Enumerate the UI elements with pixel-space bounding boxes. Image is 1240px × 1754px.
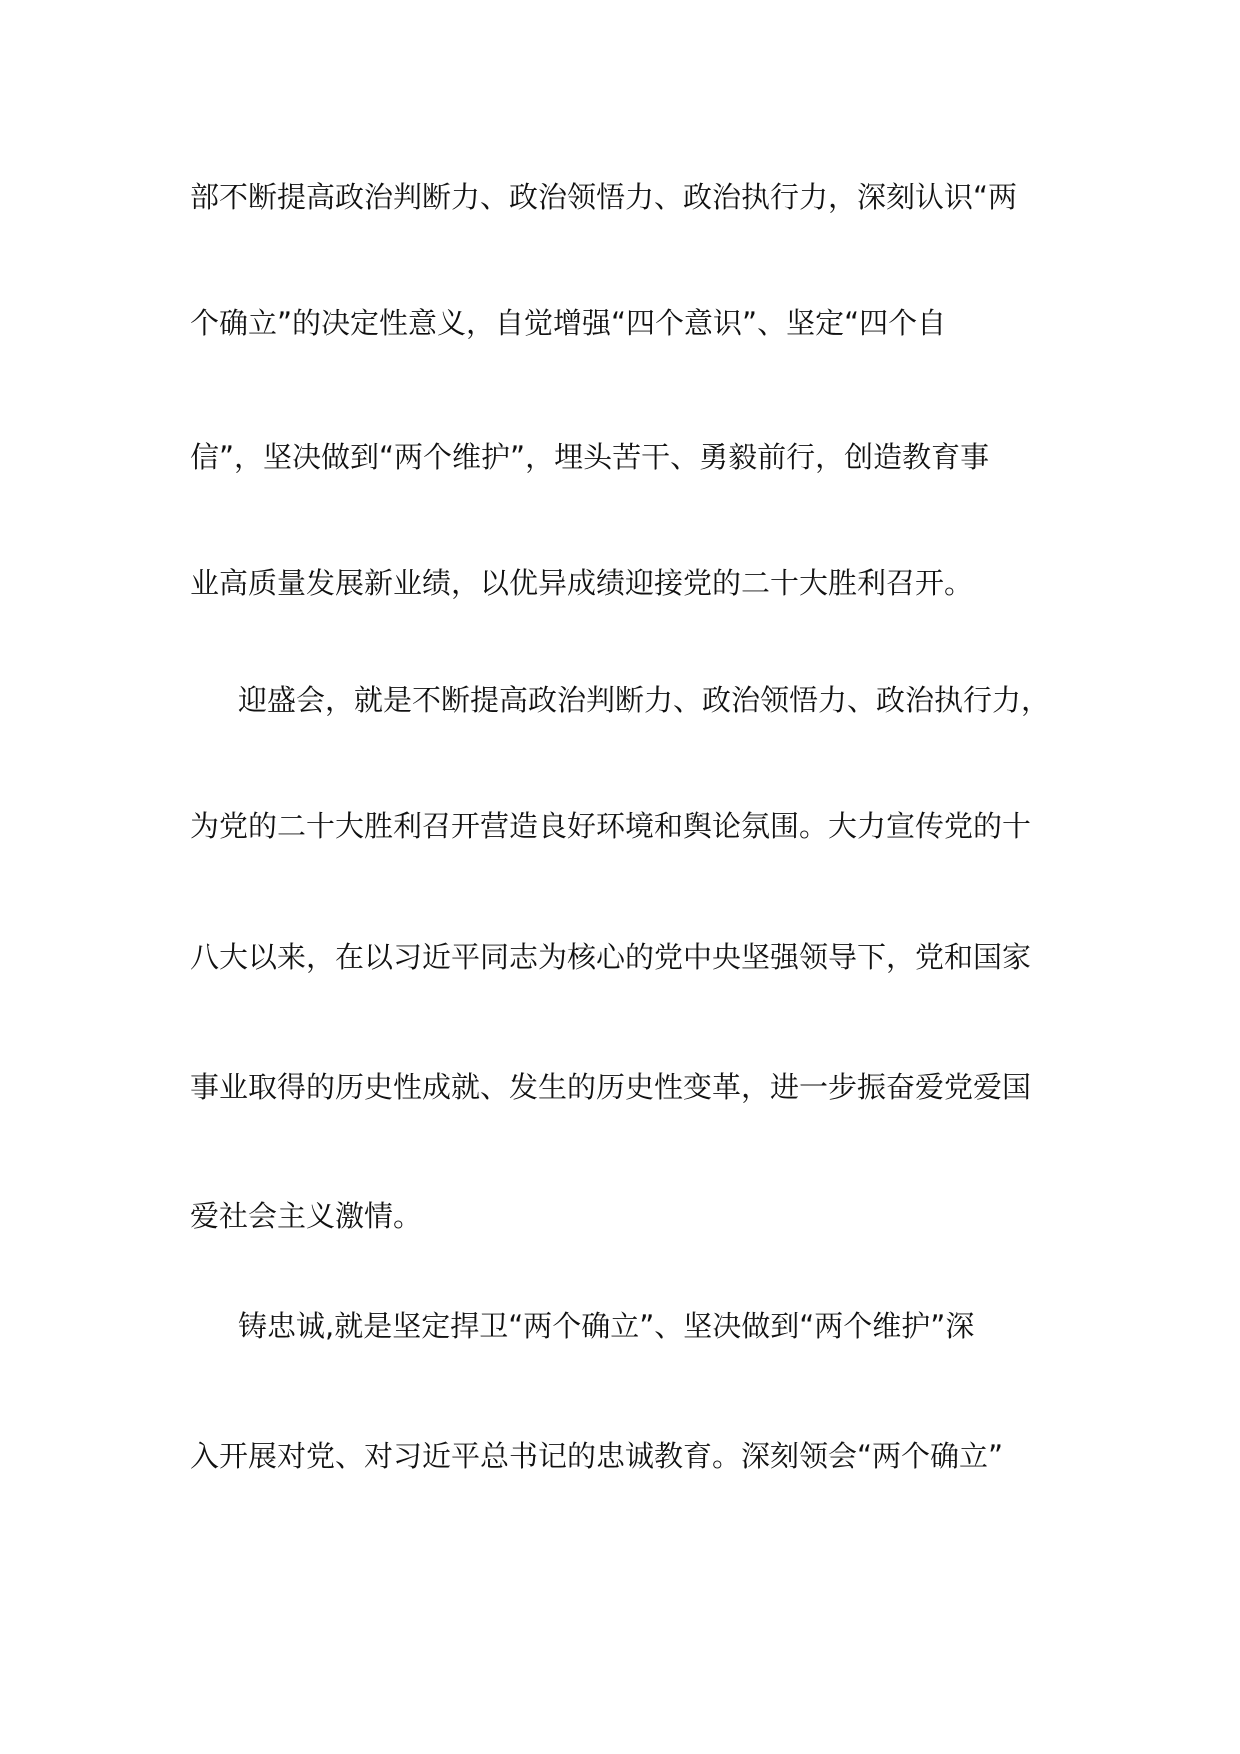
text-line: 个确立”的决定性意义，自觉增强“四个意识”、坚定“四个自 — [190, 306, 947, 340]
text-line: 八大以来，在以习近平同志为核心的党中央坚强领导下，党和国家 — [190, 940, 1032, 974]
text-line: 入开展对党、对习近平总书记的忠诚教育。深刻领会“两个确立” — [190, 1439, 1004, 1473]
text-line: 部不断提高政治判断力、政治领悟力、政治执行力，深刻认识“两 — [190, 180, 1018, 214]
paragraph-start-line: 铸忠诚,就是坚定捍卫“两个确立”、坚决做到“两个维护”深 — [238, 1309, 975, 1343]
paragraph-start-line: 迎盛会，就是不断提高政治判断力、政治领悟力、政治执行力， — [238, 683, 1051, 717]
text-line: 业高质量发展新业绩，以优异成绩迎接党的二十大胜利召开。 — [190, 566, 974, 600]
text-line: 信”，坚决做到“两个维护”，埋头苦干、勇毅前行，创造教育事 — [190, 440, 990, 474]
text-line: 为党的二十大胜利召开营造良好环境和舆论氛围。大力宣传党的十 — [190, 809, 1032, 843]
text-line: 事业取得的历史性成就、发生的历史性变革，进一步振奋爱党爱国 — [190, 1070, 1032, 1104]
text-line: 爱社会主义激情。 — [190, 1199, 423, 1233]
